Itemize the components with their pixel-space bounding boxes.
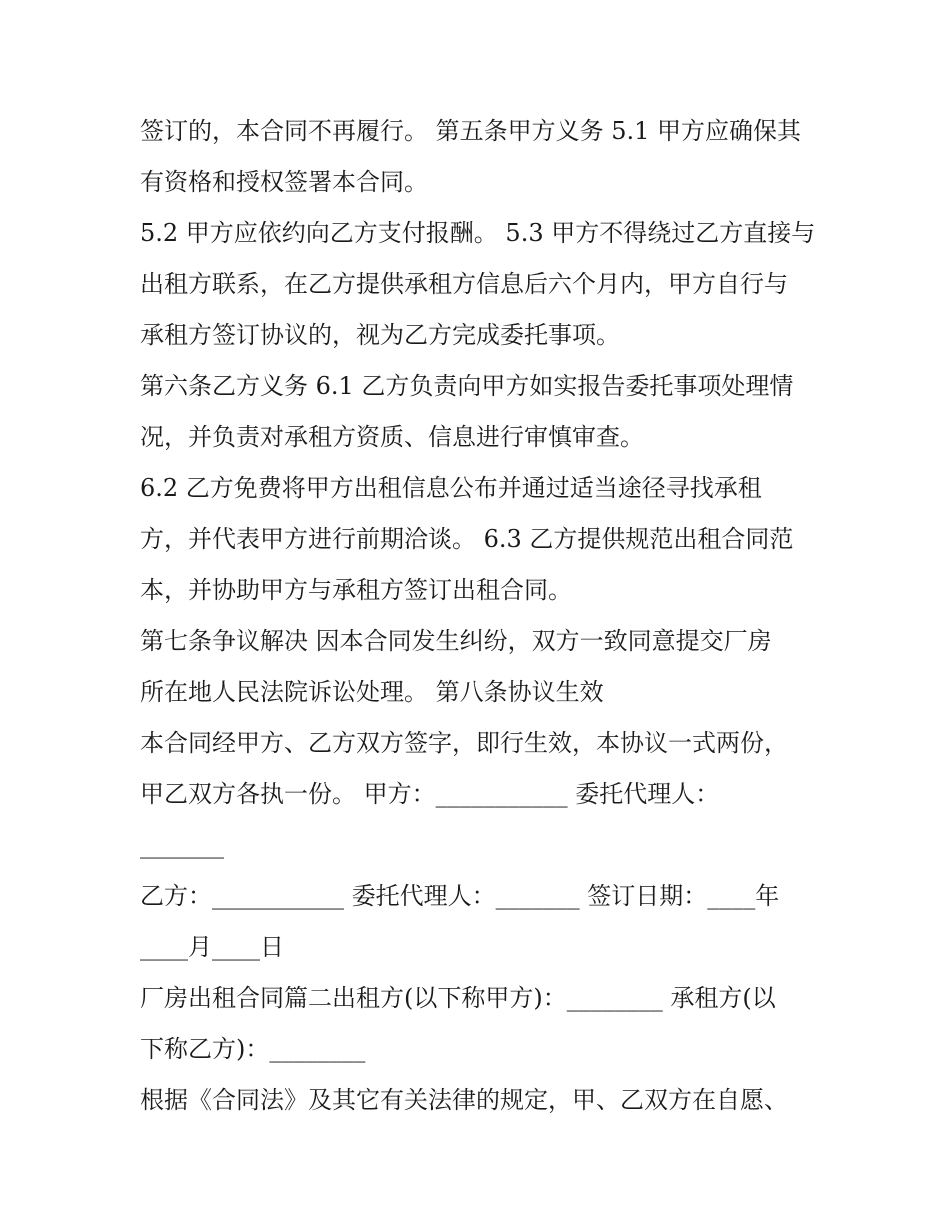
contract-text [140, 106, 820, 1126]
text-line: 乙方：___________ 委托代理人：_______ 签订日期：____年 [140, 882, 780, 910]
text-line: 况，并负责对承租方资质、信息进行审慎审查。 [140, 423, 644, 451]
text-line: _______ [140, 831, 224, 859]
text-line: 第六条乙方义务 6.1 乙方负责向甲方如实报告委托事项处理情 [140, 372, 794, 400]
text-line: 方，并代表甲方进行前期洽谈。 6.3 乙方提供规范出租合同范 [140, 525, 794, 553]
text-line: ____月____日 [140, 933, 284, 961]
text-line: 第七条争议解决 因本合同发生纠纷，双方一致同意提交厂房 [140, 627, 772, 655]
text-line: 签订的，本合同不再履行。 第五条甲方义务 5.1 甲方应确保其 [140, 117, 802, 145]
text-line: 出租方联系，在乙方提供承租方信息后六个月内，甲方自行与 [140, 270, 788, 298]
text-line: 本，并协助甲方与承租方签订出租合同。 [140, 576, 572, 604]
text-line: 有资格和授权签署本合同。 [140, 168, 428, 196]
text-line: 本合同经甲方、乙方双方签字，即行生效，本协议一式两份， [140, 729, 788, 757]
text-line: 根据《合同法》及其它有关法律的规定，甲、乙双方在自愿、 [140, 1086, 788, 1114]
text-line: 厂房出租合同篇二出租方(以下称甲方)：________ 承租方(以 [140, 984, 776, 1012]
text-line: 承租方签订协议的，视为乙方完成委托事项。 [140, 321, 620, 349]
text-line: 甲乙双方各执一份。 甲方：___________ 委托代理人： [140, 780, 720, 808]
text-line: 5.2 甲方应依约向乙方支付报酬。 5.3 甲方不得绕过乙方直接与 [140, 219, 816, 247]
text-line: 6.2 乙方免费将甲方出租信息公布并通过适当途径寻找承租 [140, 474, 762, 502]
text-line: 所在地人民法院诉讼处理。 第八条协议生效 [140, 678, 604, 706]
text-line: 下称乙方)：________ [140, 1035, 366, 1063]
